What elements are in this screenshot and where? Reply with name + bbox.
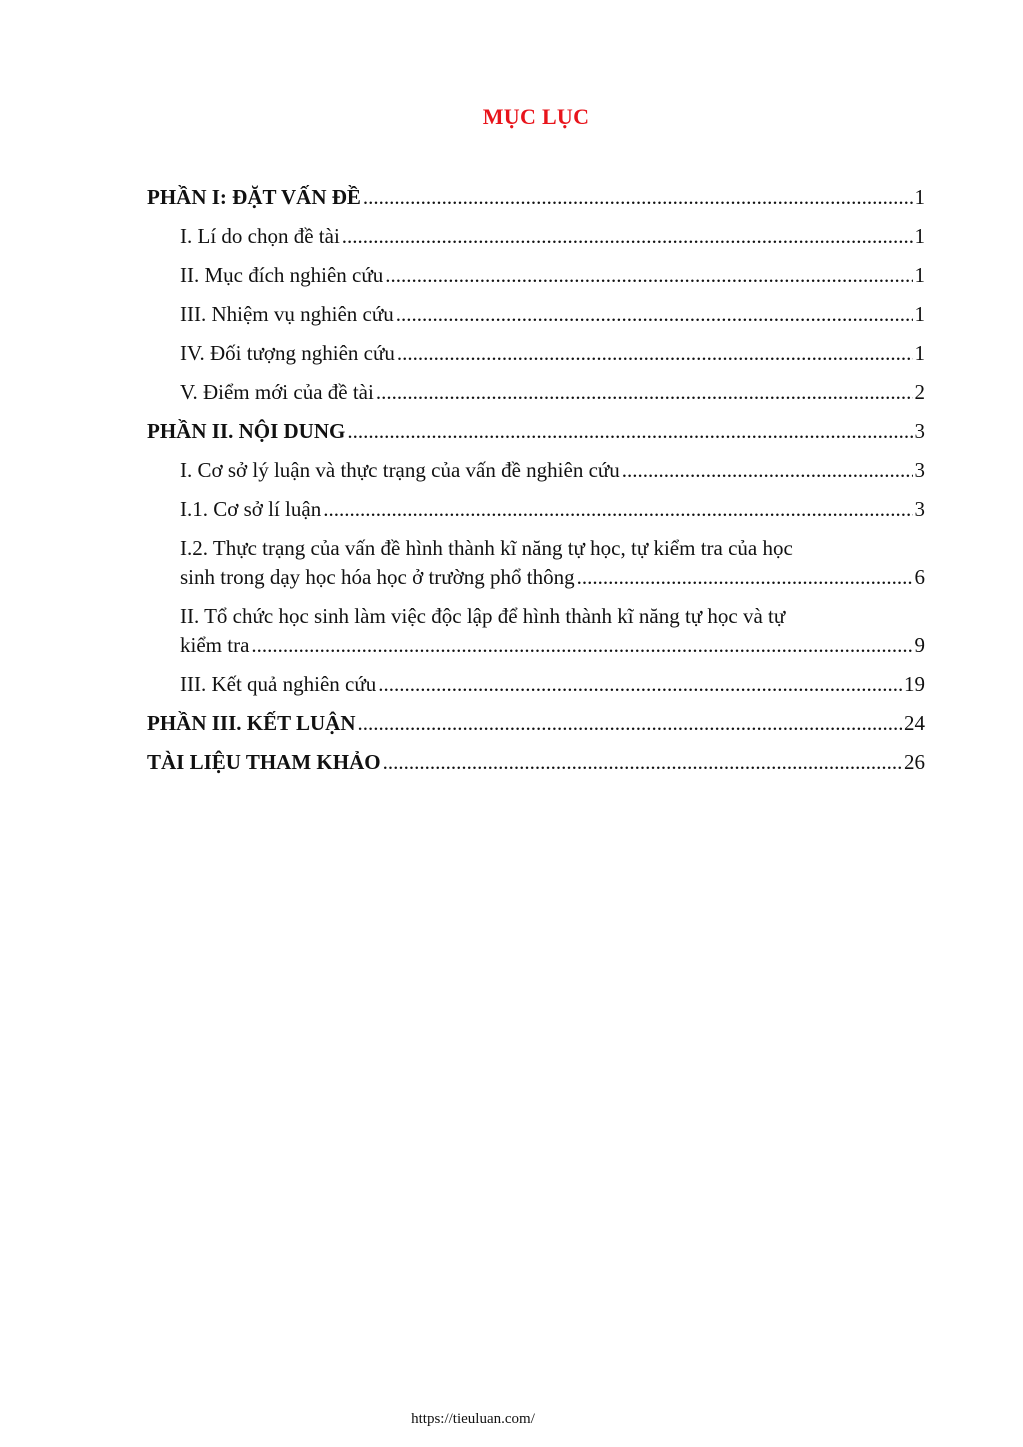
toc-entry-phan-2[interactable] bbox=[147, 417, 925, 446]
toc-entry-phan-1[interactable] bbox=[147, 183, 925, 212]
dot-leader bbox=[323, 495, 912, 524]
dot-leader bbox=[385, 261, 912, 290]
toc-page-number: 3 bbox=[914, 419, 925, 443]
dot-leader bbox=[251, 631, 912, 660]
toc-page-number: 2 bbox=[914, 380, 925, 404]
dot-leader bbox=[396, 300, 913, 329]
toc-page-number: 1 bbox=[914, 302, 925, 326]
toc-entry-text-line-2: kiểm tra bbox=[180, 633, 250, 657]
toc-page-number: 6 bbox=[914, 565, 925, 589]
footer-url[interactable]: https://tieuluan.com/ bbox=[411, 1411, 535, 1427]
toc-page-number: 19 bbox=[904, 672, 925, 696]
toc-entry-co-so-li-luan[interactable] bbox=[147, 495, 925, 524]
dot-leader bbox=[347, 417, 912, 446]
toc-entry-line-2 bbox=[180, 563, 925, 592]
toc-entry-phan-3[interactable] bbox=[147, 709, 925, 738]
toc-entry-text: I. Lí do chọn đề tài bbox=[180, 224, 340, 248]
dot-leader bbox=[376, 378, 913, 407]
toc-page-number: 26 bbox=[904, 750, 925, 774]
toc-entry-text: V. Điểm mới của đề tài bbox=[180, 380, 374, 404]
toc-entry-tai-lieu[interactable] bbox=[147, 748, 925, 777]
toc-entry-co-so-thuc-trang[interactable] bbox=[147, 456, 925, 485]
toc-entry-text: PHẦN III. KẾT LUẬN bbox=[147, 711, 356, 735]
toc-page-number: 1 bbox=[914, 263, 925, 287]
toc-entry-text: PHẦN II. NỘI DUNG bbox=[147, 419, 346, 443]
toc-entry-text-line-1: I.2. Thực trạng của vấn đề hình thành kĩ năng tự học, tự kiểm tra của học bbox=[180, 536, 793, 560]
toc-entry-text: PHẦN I: ĐẶT VẤN ĐỀ bbox=[147, 185, 361, 209]
toc-entry-text: TÀI LIỆU THAM KHẢO bbox=[147, 750, 381, 774]
dot-leader bbox=[342, 222, 913, 251]
toc-entry-thuc-trang[interactable] bbox=[147, 534, 925, 592]
toc-entry-text: I.1. Cơ sở lí luận bbox=[180, 497, 322, 521]
toc-entry-muc-dich[interactable] bbox=[147, 261, 925, 290]
toc-entry-to-chuc[interactable] bbox=[147, 602, 925, 660]
toc-page-number: 3 bbox=[914, 458, 925, 482]
dot-leader bbox=[378, 670, 902, 699]
toc-page-number: 1 bbox=[914, 224, 925, 248]
dot-leader bbox=[363, 183, 913, 212]
toc-entry-text: II. Mục đích nghiên cứu bbox=[180, 263, 384, 287]
toc-entry-doi-tuong[interactable] bbox=[147, 339, 925, 368]
dot-leader bbox=[577, 563, 913, 592]
toc-entry-line-2 bbox=[180, 631, 925, 660]
toc-entry-nhiem-vu[interactable] bbox=[147, 300, 925, 329]
toc-page-number: 9 bbox=[914, 633, 925, 657]
toc-page-number: 1 bbox=[914, 185, 925, 209]
dot-leader bbox=[383, 748, 902, 777]
toc-title: MỤC LỤC bbox=[482, 104, 590, 129]
dot-leader bbox=[622, 456, 913, 485]
toc-page-number: 24 bbox=[904, 711, 925, 735]
toc-entry-text: III. Nhiệm vụ nghiên cứu bbox=[180, 302, 394, 326]
toc-page-number: 1 bbox=[914, 341, 925, 365]
toc-entry-text: III. Kết quả nghiên cứu bbox=[180, 672, 377, 696]
toc-entry-text: IV. Đối tượng nghiên cứu bbox=[180, 341, 395, 365]
toc-page-number: 3 bbox=[914, 497, 925, 521]
dot-leader bbox=[357, 709, 902, 738]
toc-entry-diem-moi[interactable] bbox=[147, 378, 925, 407]
dot-leader bbox=[397, 339, 913, 368]
toc-entry-text-line-2: sinh trong dạy học hóa học ở trường phổ thông bbox=[180, 565, 575, 589]
toc-entry-ket-qua[interactable] bbox=[147, 670, 925, 699]
toc-entry-text-line-1: II. Tổ chức học sinh làm việc độc lập để hình thành kĩ năng tự học và tự bbox=[180, 604, 786, 628]
toc-entry-text: I. Cơ sở lý luận và thực trạng của vấn đề nghiên cứu bbox=[180, 458, 620, 482]
table-of-contents bbox=[147, 183, 925, 787]
toc-entry-li-do[interactable] bbox=[147, 222, 925, 251]
